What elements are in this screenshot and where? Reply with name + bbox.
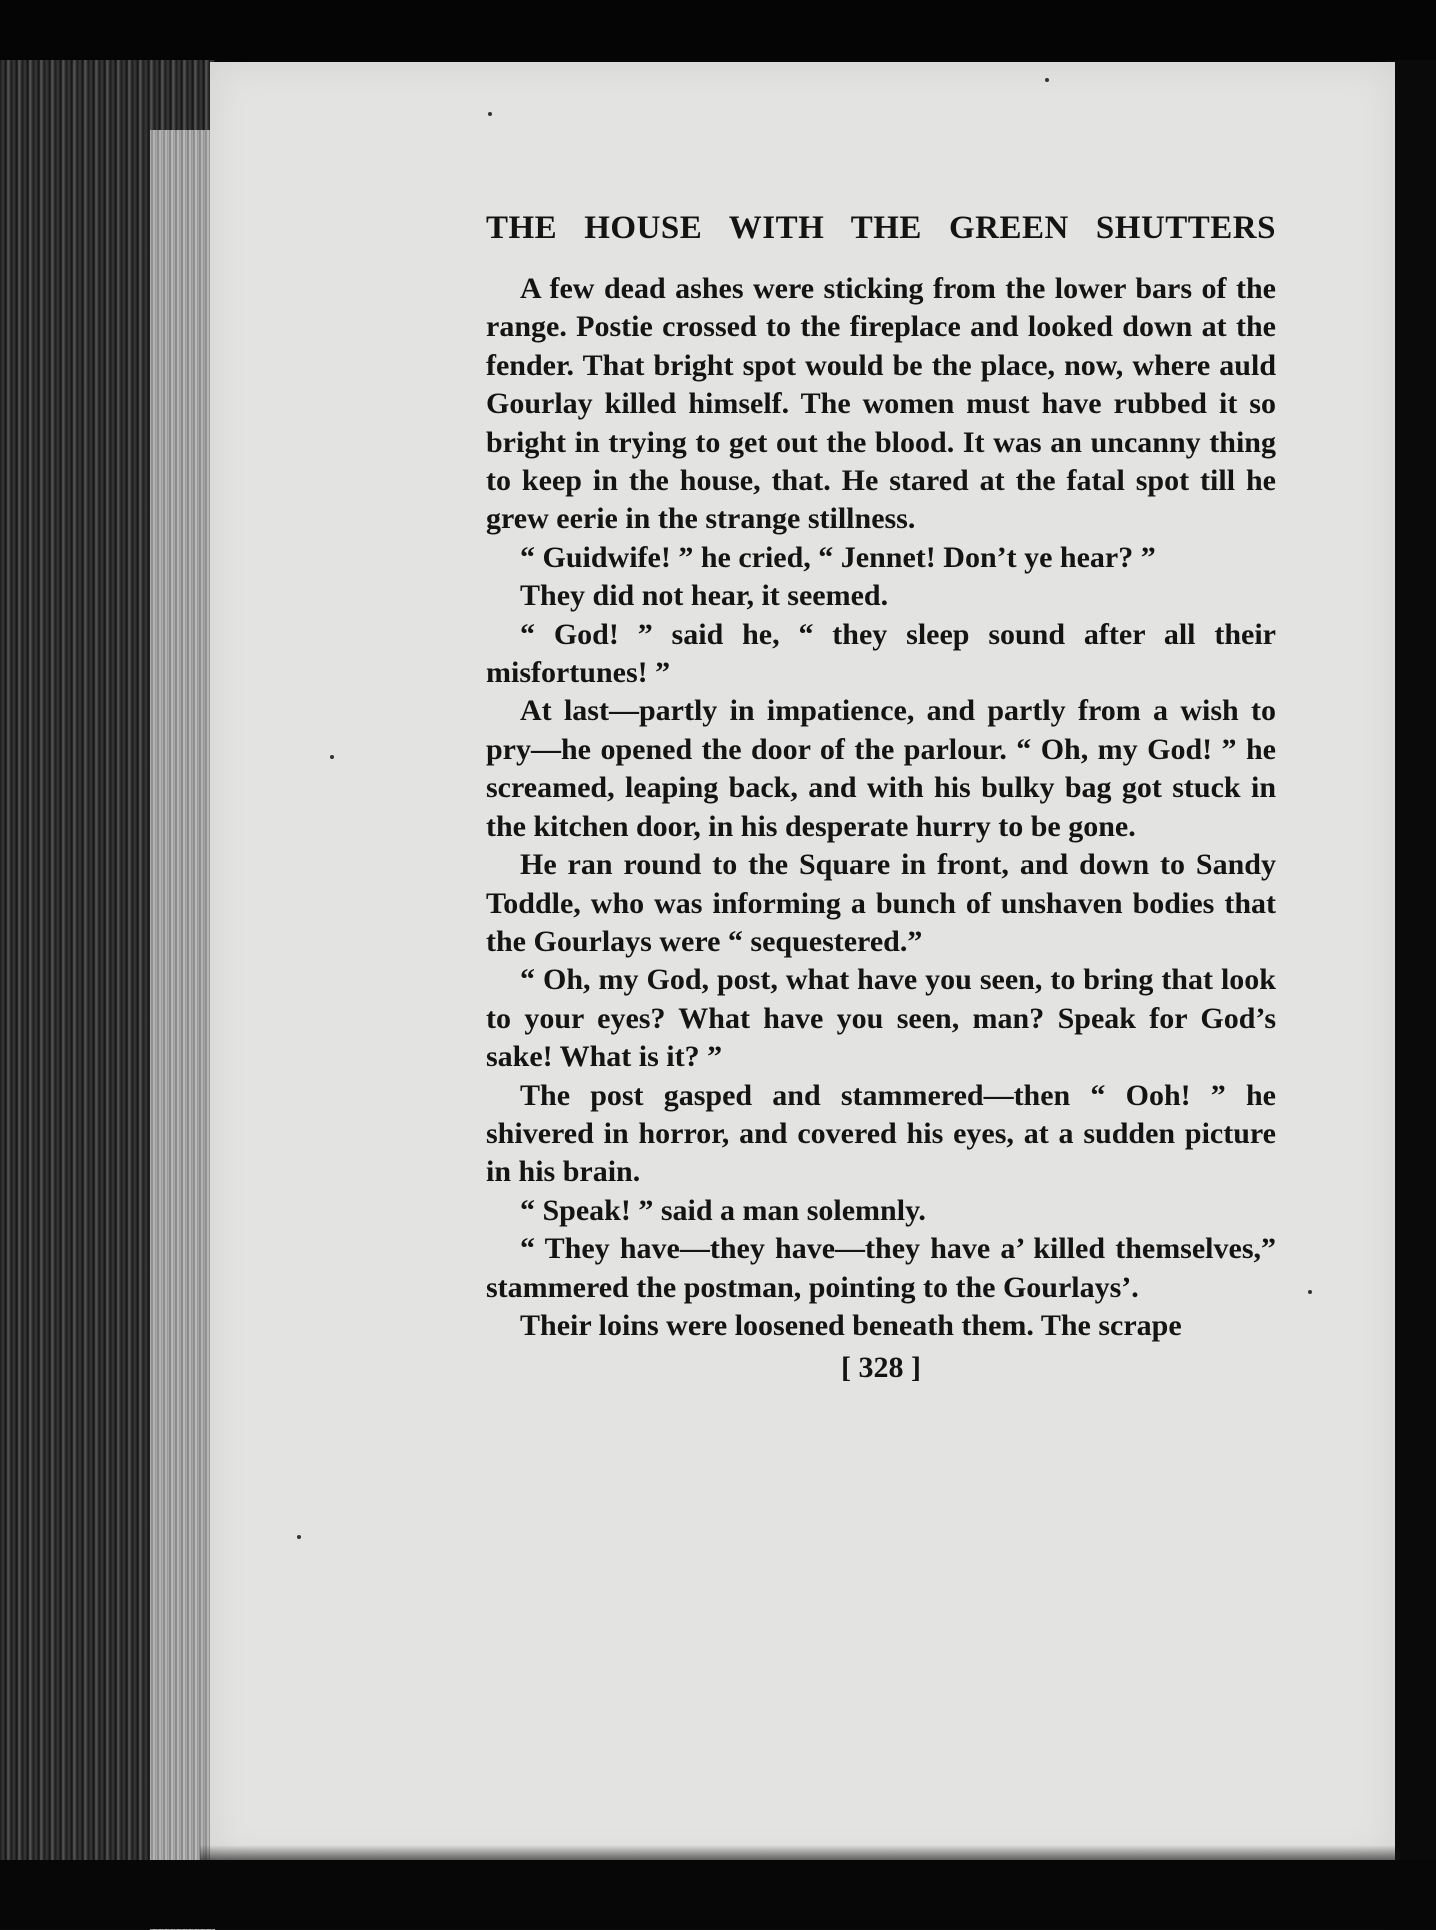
paragraph: They did not hear, it seemed. <box>520 579 889 613</box>
paragraph: “ They have—they have—they have a’ killed themselves,” stammered the postman, pointing to the Gourlays’. <box>486 1232 1276 1304</box>
paper-speck <box>488 112 492 116</box>
paragraph: The post gasped and stammered—then “ Ooh! ” he shivered in horror, and covered his eyes, at a sudden picture in his brain. <box>486 1078 1276 1189</box>
paragraph: At last—partly in impatience, and partly from a wish to pry—he opened the door of the parlour. “ Oh, my God! ” he screamed, leaping back, and with his bulky bag got stuck in the kitchen door, in his desperate hurry to be gone. <box>486 694 1276 843</box>
page-edges <box>150 130 215 1930</box>
paper-speck <box>1308 1290 1312 1294</box>
paper-speck <box>297 1535 301 1539</box>
scan-background-top <box>0 0 1436 70</box>
page-text-block <box>486 200 1276 1387</box>
paper-speck <box>1045 78 1049 82</box>
scan-background-bottom <box>0 1860 1436 1929</box>
paragraph: “ God! ” said he, “ they sleep sound after all their misfortunes! ” <box>486 617 1276 690</box>
book-page-stack <box>0 60 215 1890</box>
paragraph: “ Guidwife! ” he cried, “ Jennet! Don’t ye hear? ” <box>520 540 1156 574</box>
running-head: THE HOUSE WITH THE GREEN SHUTTERS <box>486 210 1276 246</box>
paragraph: “ Oh, my God, post, what have you seen, to bring that look to your eyes? What have you seen, man? Speak for God’s sake! What is it? ” <box>486 963 1276 1074</box>
paragraph: A few dead ashes were sticking from the lower bars of the range. Postie crossed to the fireplace and looked down at the fender. That bright spot would be the place, now, where auld Gourlay killed himself. The women must have rubbed it so bright in trying to get out the blood. It was an uncanny thing to keep in the house, that. He stared at the fatal spot till he grew eerie in the strange stillness. <box>486 272 1276 536</box>
paragraph: Their loins were loosened beneath them. The scrape <box>520 1308 1182 1342</box>
paragraph: “ Speak! ” said a man solemnly. <box>520 1193 926 1227</box>
paper-speck <box>330 755 334 759</box>
paragraph: He ran round to the Square in front, and down to Sandy Toddle, who was informing a bunch of unshaven bodies that the Gourlays were “ sequestered.” <box>486 848 1276 958</box>
page-number: [ 328 ] <box>841 1351 921 1385</box>
